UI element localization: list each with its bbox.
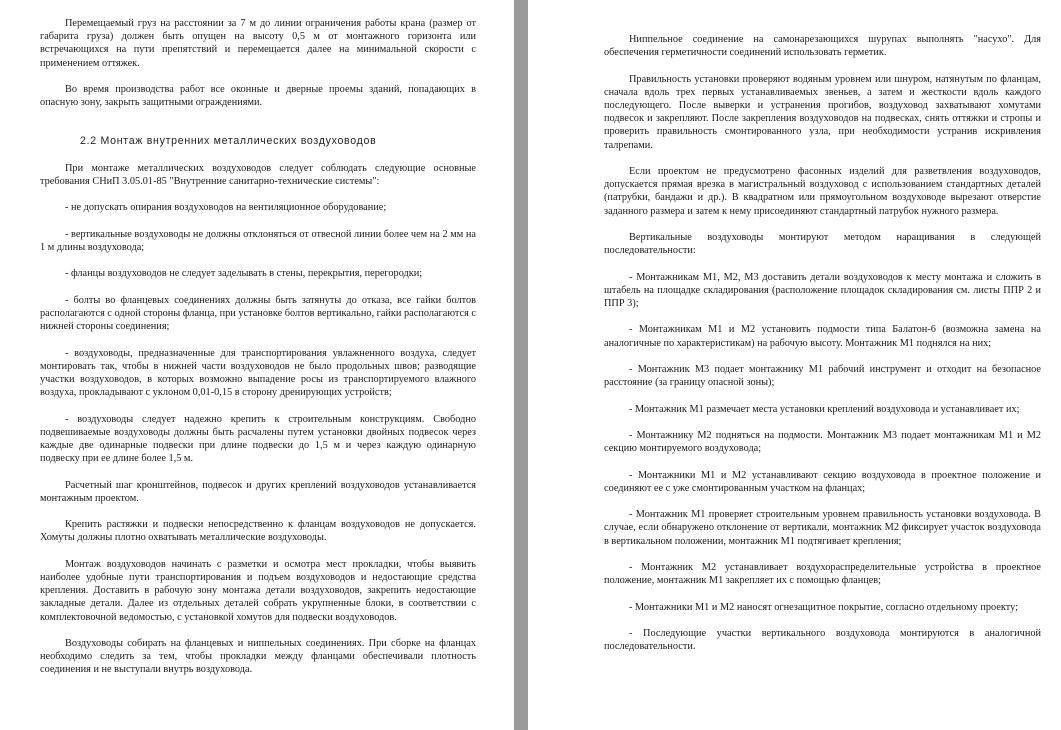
list-item: - воздуховоды следует надежно крепить к строительным конструкциям. Свободно подвешиваемые воздуховоды должны быть расчалены путем установки двойных подвесок через каждые две одинарные подвески при длине подвески до 1,5 м и через каждую одинарную подвеску при ее длине более 1,5 м. — [40, 413, 476, 465]
list-item: - Монтажники М1 и М2 устанавливают секцию воздуховода в проектное положение и соединяют ее с уже смонтированным участком на фланцах; — [604, 469, 1041, 494]
section-heading: 2.2 Монтаж внутренних металлических воздуховодов — [80, 135, 377, 148]
list-item: - Последующие участки вертикального воздуховода монтируются в аналогичной последовательности. — [604, 627, 1041, 653]
list-item: - не допускать опирания воздуховодов на вентиляционное оборудование; — [65, 202, 387, 214]
paragraph: Вертикальные воздуховоды монтируют методом наращивания в следующей последовательности: — [604, 232, 1041, 257]
list-item: - Монтажник М1 проверяет строительным уровнем правильность установки воздуховода. В случае, если обнаружено отклонение от вертикали, монтажник М2 фиксирует участок воздуховода в вертикальном положении, монтажник М1 подтягивает крепления; — [604, 509, 1041, 547]
paragraph: Монтаж воздуховодов начинать с разметки и осмотра мест прокладки, чтобы выявить наиболее удобные пути транспортирования и подъем воздуховодов и недостающие средства крепления. Доставить в рабочую зону монтажа детали воздуховодов, закрепить недостающие закладные детали. Далее из отдельных деталей собрать укрупненные блоки, в соответствии с комплектовочной ведомостью, с установкой хомутов для подвески воздуховодов. — [40, 558, 476, 623]
list-item: - Монтажники М1 и М2 наносят огнезащитное покрытие, согласно отдельному проекту; — [629, 601, 1018, 613]
list-item: - Монтажникам М1, М2, М3 доставить детали воздуховодов к месту монтажа и сложить в штабель на площадке складирования (расположение площадок складирования см. листы ППР 2 и ППР 3); — [604, 271, 1041, 309]
paragraph: Крепить растяжки и подвески непосредственно к фланцам воздуховодов не допускается. Хомуты должны плотно охватывать металлические воздуховоды. — [40, 519, 476, 544]
paragraph: Воздуховоды собирать на фланцевых и ниппельных соединениях. При сборке на фланцах необходимо следить за тем, чтобы прокладки между фланцами обеспечивали плотность соединения и не выступали внутрь воздуховода. — [40, 637, 476, 676]
list-item: - Монтажнику М2 подняться на подмости. Монтажник М3 подает монтажникам М1 и М2 секцию монтируемого воздуховода; — [604, 429, 1041, 455]
page-separator — [514, 0, 528, 730]
list-item: - болты во фланцевых соединениях должны быть затянуты до отказа, все гайки болтов располагаются с одной стороны фланца, при установке болтов вертикально, гайки располагаются с нижней стороны соединения; — [40, 294, 476, 333]
list-item: - Монтажник М1 размечает места установки креплений воздуховода и устанавливает их; — [629, 403, 1020, 415]
right-page-text — [604, 33, 1041, 667]
paragraph: Расчетный шаг кронштейнов, подвесок и других креплений воздуховодов устанавливается монтажным проектом. — [40, 479, 476, 504]
list-item: - Монтажник М3 подает монтажнику М1 рабочий инструмент и отходит на безопасное расстояние (за границу опасной зоны); — [604, 363, 1041, 389]
list-item: - Монтажник М2 устанавливает воздухораспределительные устройства в проектное положение, монтажник М1 закрепляет их с помощью фланцев; — [604, 561, 1041, 587]
list-item: - фланцы воздуховодов не следует заделывать в стены, перекрытия, перегородки; — [65, 268, 423, 280]
paragraph: Ниппельное соединение на самонарезающихся шурупах выполнять "насухо". Для обеспечения герметичности соединений использовать герметик. — [604, 34, 1041, 59]
paragraph: При монтаже металлических воздуховодов следует соблюдать следующие основные требования СНиП 3.05.01-85 "Внутренние санитарно-технические системы": — [40, 162, 476, 187]
paragraph: Если проектом не предусмотрено фасонных изделий для разветвления воздуховодов, допускается прямая врезка в магистральный воздуховод с использованием стандартных деталей (патрубки, бандажи и др.). В квадратном или прямоугольном воздуховоде вырезают отверстие заданного размера и затем к нему присоединяют стандартный патрубок нужного размера. — [604, 166, 1041, 217]
left-page — [0, 0, 514, 730]
list-item: - Монтажникам М1 и М2 установить подмости типа Балатон-6 (возможна замена на аналогичные по характеристикам) на рабочую высоту. Монтажник М1 поднялся на них; — [604, 324, 1041, 349]
paragraph: Перемещаемый груз на расстоянии за 7 м до линии ограничения работы крана (размер от габарита груза) должен быть опущен на высоту 0,5 м от монтажного горизонта или встречающихся на пути препятствий и перемещается далее на минимальной скорости с применением оттяжек. — [40, 18, 476, 69]
left-page-text — [40, 17, 476, 690]
right-page — [528, 0, 1061, 730]
list-item: - вертикальные воздуховоды не должны отклоняться от отвесной линии более чем на 2 мм на 1 м длины воздуховода; — [40, 228, 476, 253]
paragraph: Правильность установки проверяют водяным уровнем или шнуром, натянутым по фланцам, сначала вдоль трех первых устанавливаемых звеньев, а затем и жесткости вдоль каждого последующего. После выверки и устранения прогибов, воздуховод захватывают хомутами подвесок и закрепляют. После закрепления воздуховодов на подвесках, снять оттяжки и стропы и проверить правильность смонтированного узла, при необходимости устранив искривления талрепами. — [604, 73, 1041, 151]
paragraph: Во время производства работ все оконные и дверные проемы зданий, попадающих в опасную зону, закрыть защитными ограждениями. — [40, 84, 476, 109]
list-item: - воздуховоды, предназначенные для транспортирования увлажненного воздуха, следует монтировать так, чтобы в нижней части воздуховодов не было продольных швов; разводящие участки воздуховодов, в которых возможно выпадение росы из транспортируемого влажного воздуха, прокладывают с уклоном 0,01-0,15 в сторону дренирующих устройств; — [40, 347, 476, 399]
